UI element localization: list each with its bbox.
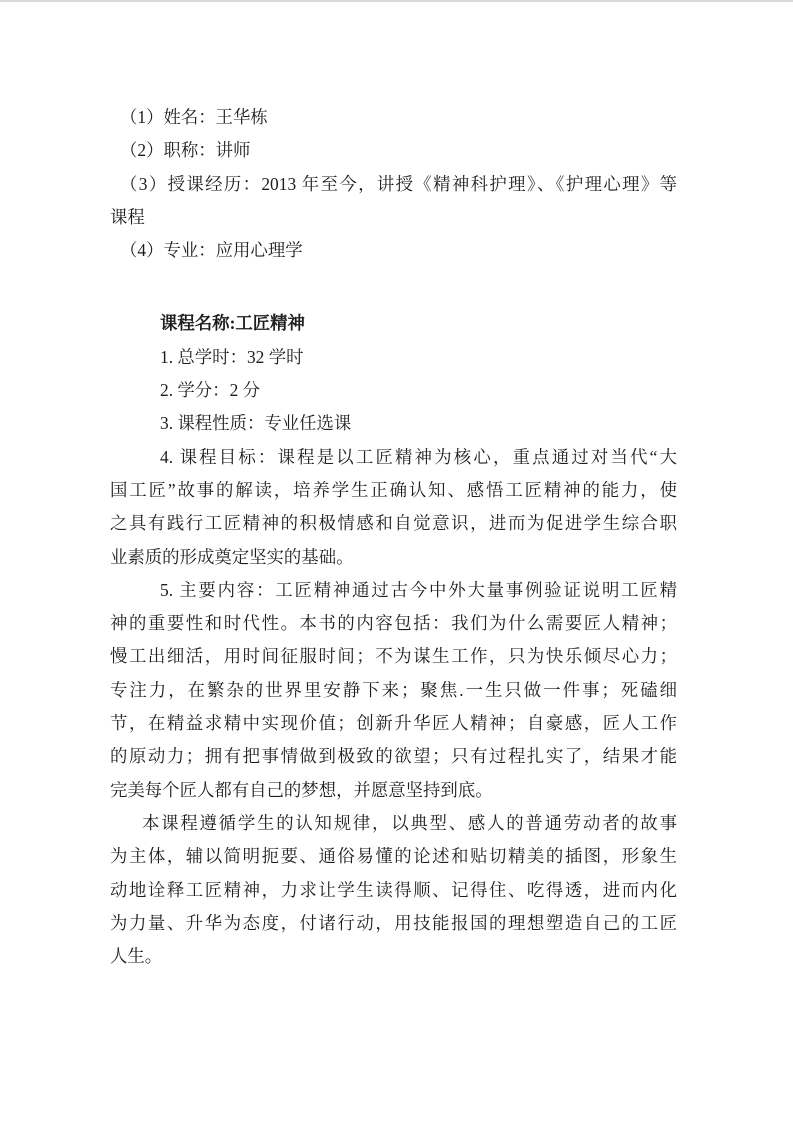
- instructor-experience-line-2: 课程: [110, 206, 145, 227]
- course-main-content-paragraph: [110, 574, 677, 807]
- course-objective-line: 业素质的形成奠定坚实的基础。: [110, 546, 354, 567]
- closing-line: 人生。: [110, 946, 163, 967]
- page-top-edge: [0, 0, 793, 2]
- course-objective-line: 国工匠”故事的解读，培养学生正确认知、感悟工匠精神的能力，使: [110, 479, 677, 500]
- instructor-experience-line-1: （3）授课经历：2013 年至今，讲授《精神科护理》、《护理心理》等: [120, 173, 677, 194]
- course-type-line: 3. 课程性质：专业任选课: [160, 413, 352, 434]
- course-objective-line: 之具有践行工匠精神的积极情感和自觉意识，进而为促进学生综合职: [110, 513, 677, 534]
- main-content-line: 的原动力；拥有把事情做到极致的欲望；只有过程扎实了，结果才能: [110, 746, 677, 767]
- main-content-line: 慢工出细活，用时间征服时间；不为谋生工作，只为快乐倾尽心力；: [110, 646, 677, 667]
- instructor-info-section: [110, 101, 677, 267]
- course-description-section: [110, 307, 677, 973]
- instructor-title-line: （2）职称：讲师: [120, 140, 251, 161]
- document-body: [110, 101, 677, 973]
- main-content-line: 完美每个匠人都有自己的梦想，并愿意坚持到底。: [110, 779, 493, 800]
- course-total-hours-line: 1. 总学时：32 学时: [160, 346, 304, 367]
- course-objective-paragraph: [110, 441, 677, 574]
- main-content-line: 节，在精益求精中实现价值；创新升华匠人精神；自豪感，匠人工作: [110, 713, 677, 734]
- course-title-heading: 课程名称:工匠精神: [160, 313, 305, 334]
- instructor-name-line: （1）姓名：王华栋: [120, 107, 268, 127]
- course-objective-line: 4. 课程目标：课程是以工匠精神为核心，重点通过对当代“大: [160, 446, 677, 467]
- course-closing-paragraph: [110, 807, 677, 973]
- course-credits-line: 2. 学分：2 分: [160, 380, 260, 401]
- closing-line: 为主体，辅以简明扼要、通俗易懂的论述和贴切精美的插图，形象生: [110, 846, 677, 867]
- instructor-major-line: （4）专业：应用心理学: [120, 240, 303, 261]
- main-content-line: 神的重要性和时代性。本书的内容包括：我们为什么需要匠人精神；: [110, 613, 677, 634]
- closing-line: 动地诠释工匠精神，力求让学生读得顺、记得住、吃得透，进而内化: [110, 879, 677, 900]
- closing-line: 本课程遵循学生的认知规律，以典型、感人的普通劳动者的故事: [142, 812, 677, 833]
- main-content-line: 专注力，在繁杂的世界里安静下来；聚焦.一生只做一件事；死磕细: [110, 679, 677, 700]
- main-content-line: 5. 主要内容：工匠精神通过古今中外大量事例验证说明工匠精: [160, 579, 677, 600]
- closing-line: 为力量、升华为态度，付诸行动，用技能报国的理想塑造自己的工匠: [110, 912, 677, 933]
